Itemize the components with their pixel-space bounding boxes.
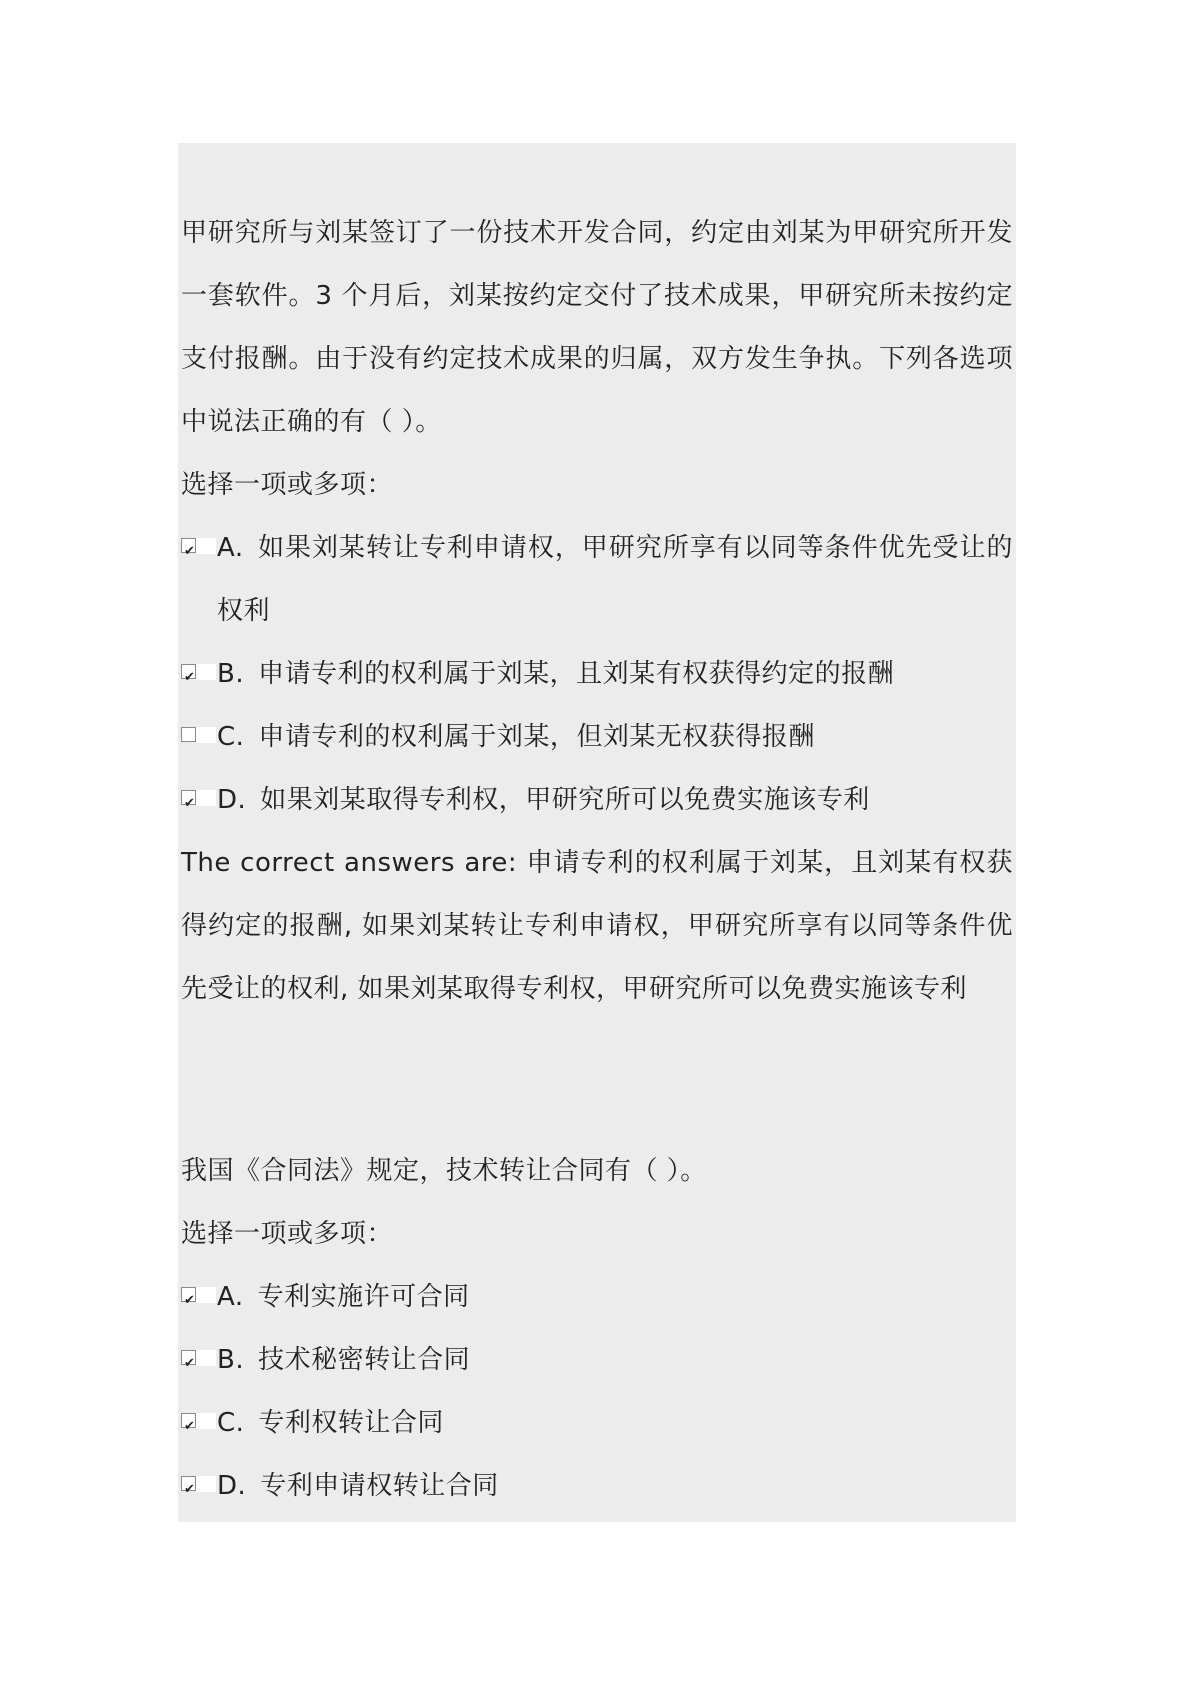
option-text: 技术秘密转让合同: [258, 1345, 471, 1375]
option-text: 如果刘某转让专利申请权，甲研究所享有以同等条件优先受让的权利: [217, 533, 1013, 626]
option-letter: C.: [217, 1408, 245, 1438]
checkbox[interactable]: [181, 664, 196, 685]
checkbox[interactable]: [181, 727, 196, 742]
check-mark-icon: ✔: [184, 670, 195, 685]
answer-option-b[interactable]: [181, 643, 1013, 706]
checkbox[interactable]: [181, 538, 196, 559]
checkbox[interactable]: [181, 1287, 196, 1308]
answer-option-c[interactable]: [181, 1392, 1013, 1455]
option-text: 专利实施许可合同: [257, 1282, 470, 1312]
option-letter: C.: [217, 722, 245, 752]
option-text: 专利申请权转让合同: [260, 1471, 499, 1501]
question-stem: 我国《合同法》规定，技术转让合同有（ ）。: [181, 1156, 707, 1186]
checkbox-padding: [196, 538, 216, 554]
question-prompt: 选择一项或多项：: [181, 470, 394, 500]
checkbox-padding: [196, 727, 216, 743]
check-mark-icon: ✔: [184, 1293, 195, 1308]
answer-option-d[interactable]: [181, 1455, 1013, 1518]
checkbox-padding: [196, 1350, 216, 1366]
answer-option-c[interactable]: [181, 706, 1013, 769]
check-mark-icon: ✔: [184, 544, 195, 559]
checkbox[interactable]: [181, 1350, 196, 1371]
checkbox[interactable]: [181, 790, 196, 811]
option-letter: A.: [217, 1282, 244, 1312]
correct-answer-feedback: The correct answers are: 申请专利的权利属于刘某，且刘某有权获得约定的报酬, 如果刘某转让专利申请权，甲研究所享有以同等条件优先受让的权利, 如果刘某取得专利权，甲研究所可以免费实施该专利: [181, 848, 1013, 1004]
question-prompt: 选择一项或多项：: [181, 1219, 394, 1249]
checkbox[interactable]: [181, 1413, 196, 1434]
option-text: 申请专利的权利属于刘某，但刘某无权获得报酬: [258, 722, 815, 752]
check-mark-icon: ✔: [184, 796, 195, 811]
option-letter: A.: [217, 533, 244, 563]
option-text: 如果刘某取得专利权，甲研究所可以免费实施该专利: [260, 785, 870, 815]
checkbox-padding: [196, 1413, 216, 1429]
checkbox-padding: [196, 1287, 216, 1303]
answer-option-b[interactable]: [181, 1329, 1013, 1392]
answer-option-a[interactable]: [181, 1266, 1013, 1329]
question-1: [181, 202, 1013, 1021]
checkbox-padding: [196, 790, 216, 806]
checkbox-padding: [196, 664, 216, 680]
question-2: [181, 1140, 1013, 1518]
answer-option-a[interactable]: [181, 517, 1013, 643]
checkbox-padding: [196, 1476, 216, 1492]
option-letter: B.: [217, 659, 245, 689]
checkbox[interactable]: [181, 1476, 196, 1497]
option-letter: D.: [217, 1471, 247, 1501]
check-mark-icon: ✔: [184, 1419, 195, 1434]
option-letter: D.: [217, 785, 247, 815]
check-mark-icon: ✔: [184, 1482, 195, 1497]
question-stem: 甲研究所与刘某签订了一份技术开发合同，约定由刘某为甲研究所开发一套软件。3 个月后，刘某按约定交付了技术成果，甲研究所未按约定支付报酬。由于没有约定技术成果的归属，双方发生争执。下列各选项中说法正确的有（ ）。: [181, 218, 1013, 437]
answer-option-d[interactable]: [181, 769, 1013, 832]
check-mark-icon: ✔: [184, 1356, 195, 1371]
option-text: 专利权转让合同: [258, 1408, 444, 1438]
option-letter: B.: [217, 1345, 245, 1375]
option-text: 申请专利的权利属于刘某，且刘某有权获得约定的报酬: [258, 659, 895, 689]
